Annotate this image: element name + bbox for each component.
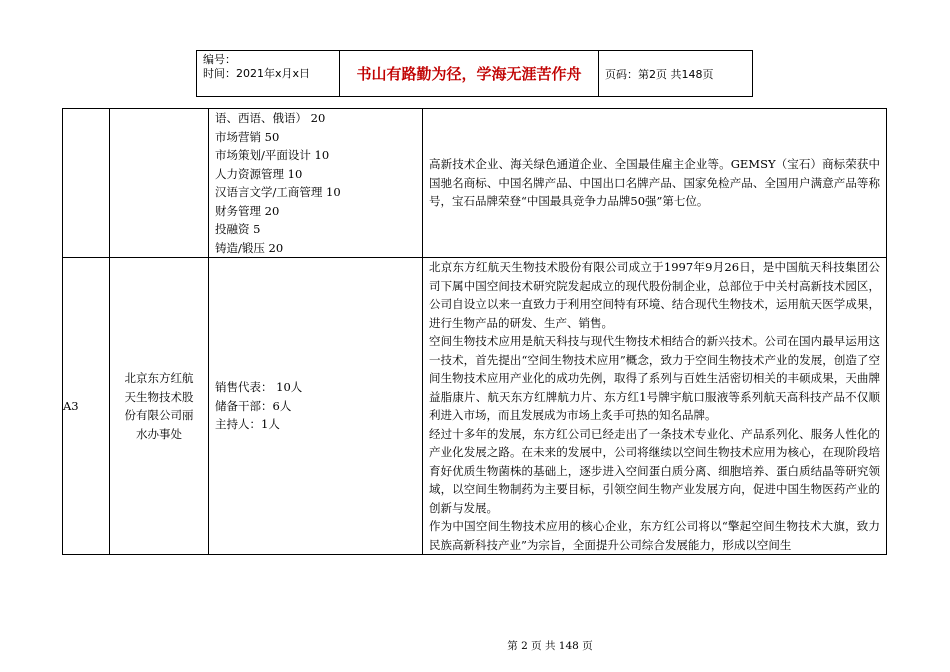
position-item: 主持人：1人: [215, 417, 280, 432]
document-date: 时间：2021年x月x日: [203, 67, 311, 80]
table-row: [63, 258, 887, 555]
recruitment-table: [62, 108, 887, 555]
table-row: [63, 109, 887, 258]
position-item: 销售代表： 10人: [215, 380, 303, 395]
description-paragraph: 经过十多年的发展，东方红公司已经走出了一条技术专业化、产品系列化、服务人性化的产业化发展之路。在未来的发展中，公司将继续以空间生物技术应用为核心，在现阶段培育好优质生物菌株的基础上，逐步进入空间蛋白质分离、细胞培养、蛋白质结晶等研究领域，以空间生物制药为主要目标，引领空间生物产业发展方向，促进中国生物医药产业的创新与发展。: [429, 426, 880, 515]
page-header: [196, 50, 753, 97]
description-paragraph: 作为中国空间生物技术应用的核心企业，东方红公司将以“擎起空间生物技术大旗，致力民族高新科技产业”为宗旨，全面提升公司综合发展能力，形成以空间生: [429, 519, 880, 552]
description-paragraph: 空间生物技术应用是航天科技与现代生物技术相结合的新兴技术。公司在国内最早运用这一技术，首先提出“空间生物技术应用”概念，致力于空间生物技术产业的发展，创造了空间生物技术应用产业化的成功先例，取得了系列与百姓生活密切相关的丰硕成果，天曲牌益脂康片、航天东方红牌航力片、东方红1号牌宇航口服液等系列航天高科技产品不仅顺利进入市场，而且发展成为市场上炙手可热的知名品牌。: [429, 334, 880, 422]
row-code: [63, 109, 110, 258]
positions-cell: [209, 258, 423, 555]
page-footer: [0, 638, 950, 653]
position-item: 储备干部：6人: [215, 398, 292, 413]
position-item: 铸造/锻压 20: [215, 240, 284, 255]
header-page-number: 页码：第2页 共148页: [605, 67, 714, 81]
footer-page-number: 第 2 页 共 148 页: [507, 640, 593, 652]
position-item: 投融资 5: [215, 222, 261, 236]
company-name: 北京东方红航天生物技术股份有限公司丽水办事处: [110, 258, 209, 555]
position-item: 语、西语、俄语） 20: [215, 111, 326, 125]
position-item: 人力资源管理 10: [215, 166, 303, 181]
position-item: 财务管理 20: [215, 203, 280, 218]
row-code: A3: [63, 258, 110, 555]
document-number-label: 编号：: [203, 53, 236, 66]
header-meta: [197, 51, 340, 96]
company-description: 高新技术企业、海关绿色通道企业、全国最佳雇主企业等。GEMSY（宝石）商标荣获中国驰名商标、中国名牌产品、中国出口名牌产品、国家免检产品、全国用户满意产品等称号，宝石品牌荣登“中国最具竞争力品牌50强”第七位。: [423, 109, 887, 258]
position-item: 市场营销 50: [215, 129, 280, 144]
company-name: [110, 109, 209, 258]
position-item: 汉语言文学/工商管理 10: [215, 185, 341, 199]
positions-cell: [209, 109, 423, 258]
header-motto: 书山有路勤为径，学海无涯苦作舟: [340, 51, 599, 96]
description-paragraph: 北京东方红航天生物技术股份有限公司成立于1997年9月26日，是中国航天科技集团公司下属中国空间技术研究院发起成立的现代股份制企业，总部位于中关村高新技术园区，公司自设立以来一直致力于利用空间特有环境、结合现代生物技术，运用航天医学成果，进行生物产品的研发、生产、销售。: [429, 260, 880, 330]
company-description: [423, 258, 887, 555]
position-item: 市场策划/平面设计 10: [215, 148, 330, 162]
